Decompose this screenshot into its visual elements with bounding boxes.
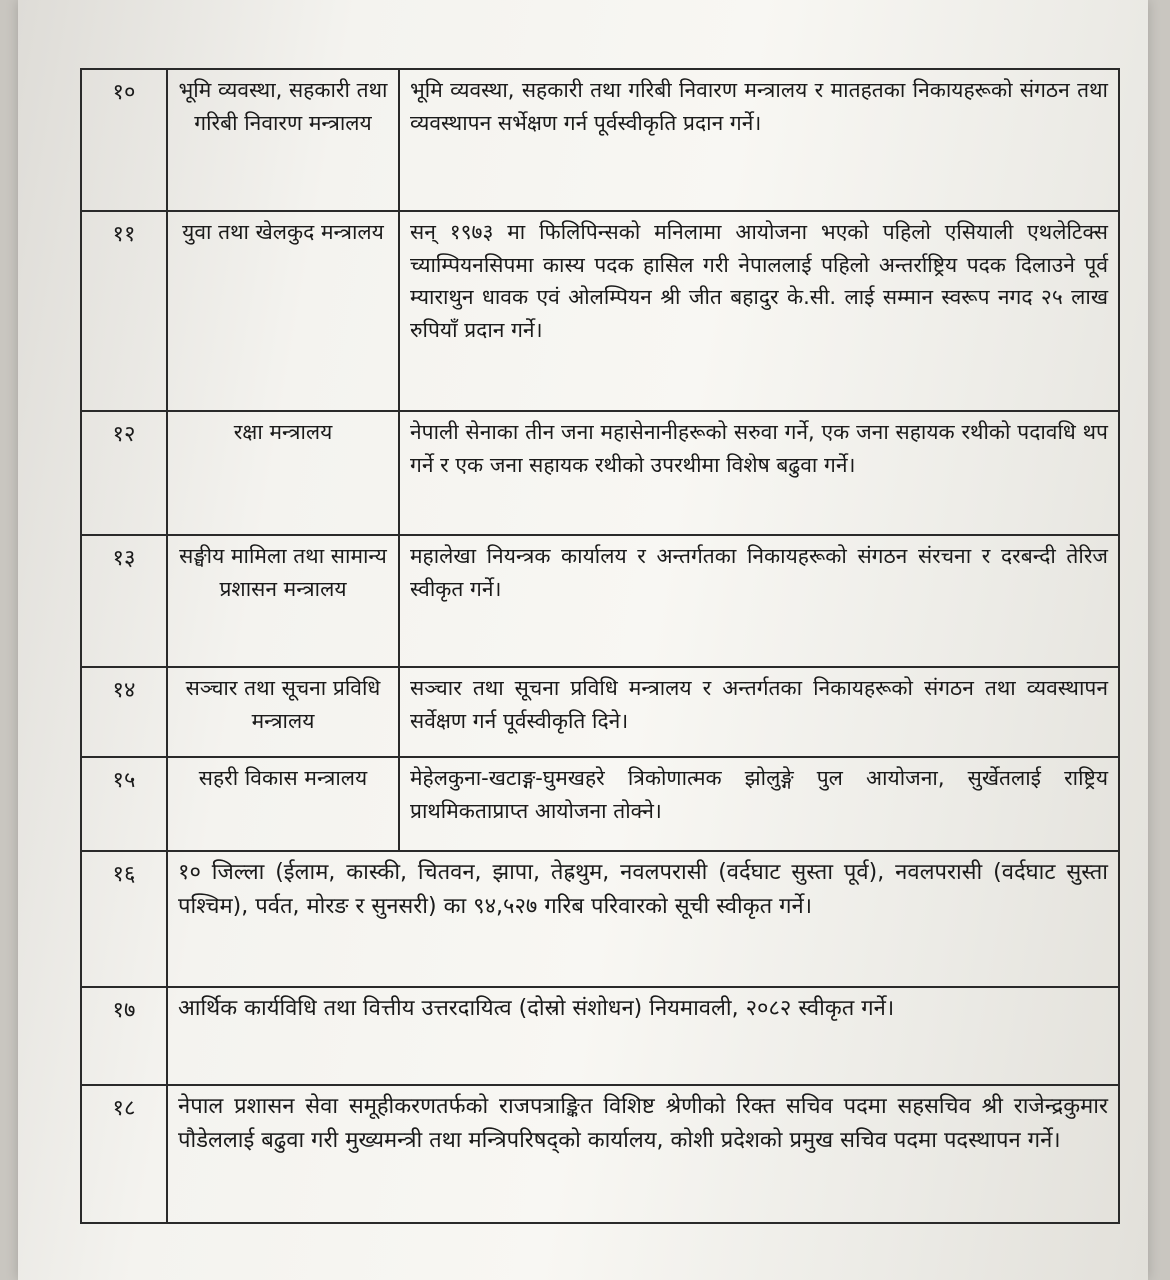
table-row (81, 851, 1119, 987)
row-number: १७ (81, 987, 167, 1085)
decision-text: महालेखा नियन्त्रक कार्यालय र अन्तर्गतका निकायहरूको संगठन संरचना र दरबन्दी तेरिज स्वीकृत गर्ने। (399, 535, 1119, 667)
row-number: १० (81, 69, 167, 211)
table-row (81, 211, 1119, 411)
decision-text: भूमि व्यवस्था, सहकारी तथा गरिबी निवारण मन्त्रालय र मातहतका निकायहरूको संगठन तथा व्यवस्थापन सर्भेक्षण गर्न पूर्वस्वीकृति प्रदान गर्ने। (399, 69, 1119, 211)
decisions-table (80, 68, 1120, 1224)
row-number: १२ (81, 411, 167, 535)
decision-text: सञ्चार तथा सूचना प्रविधि मन्त्रालय र अन्तर्गतका निकायहरूको संगठन तथा व्यवस्थापन सर्वेक्षण गर्न पूर्वस्वीकृति दिने। (399, 667, 1119, 757)
ministry-name: रक्षा मन्त्रालय (167, 411, 399, 535)
ministry-name: सहरी विकास मन्त्रालय (167, 757, 399, 851)
table-row (81, 987, 1119, 1085)
ministry-name: भूमि व्यवस्था, सहकारी तथा गरिबी निवारण मन्त्रालय (167, 69, 399, 211)
table-row (81, 1085, 1119, 1223)
ministry-name: युवा तथा खेलकुद मन्त्रालय (167, 211, 399, 411)
decision-text: सन् १९७३ मा फिलिपिन्सको मनिलामा आयोजना भएको पहिलो एसियाली एथलेटिक्स च्याम्पियनसिपमा कास्य पदक हासिल गरी नेपाललाई पहिलो अन्तर्राष्ट्रिय पदक दिलाउने पूर्व म्याराथुन धावक एवं ओलम्पियन श्री जीत बहादुर के.सी. लाई सम्मान स्वरूप नगद २५ लाख रुपियाँ प्रदान गर्ने। (399, 211, 1119, 411)
table-row (81, 667, 1119, 757)
decision-text: १० जिल्ला (ईलाम, कास्की, चितवन, झापा, तेह्रथुम, नवलपरासी (वर्दघाट सुस्ता पूर्व), नवलपरासी (वर्दघाट सुस्ता पश्चिम), पर्वत, मोरङ र सुनसरी) का ९४,५२७ गरिब परिवारको सूची स्वीकृत गर्ने। (167, 851, 1119, 987)
row-number: १४ (81, 667, 167, 757)
table-row (81, 757, 1119, 851)
ministry-name: सञ्चार तथा सूचना प्रविधि मन्त्रालय (167, 667, 399, 757)
document-page (18, 0, 1148, 1280)
row-number: १६ (81, 851, 167, 987)
row-number: १५ (81, 757, 167, 851)
row-number: ११ (81, 211, 167, 411)
table-row (81, 535, 1119, 667)
decision-text: नेपाल प्रशासन सेवा समूहीकरणतर्फको राजपत्राङ्कित विशिष्ट श्रेणीको रिक्त सचिव पदमा सहसचिव श्री राजेन्द्रकुमार पौडेललाई बढुवा गरी मुख्यमन्त्री तथा मन्त्रिपरिषद्को कार्यालय, कोशी प्रदेशको प्रमुख सचिव पदमा पदस्थापन गर्ने। (167, 1085, 1119, 1223)
row-number: १३ (81, 535, 167, 667)
ministry-name: सङ्घीय मामिला तथा सामान्य प्रशासन मन्त्रालय (167, 535, 399, 667)
table-row (81, 69, 1119, 211)
decision-text: नेपाली सेनाका तीन जना महासेनानीहरूको सरुवा गर्ने, एक जना सहायक रथीको पदावधि थप गर्ने र एक जना सहायक रथीको उपरथीमा विशेष बढुवा गर्ने। (399, 411, 1119, 535)
decision-text: मेहेलकुना-खटाङ्ग-घुमखहरे त्रिकोणात्मक झोलुङ्गे पुल आयोजना, सुर्खेतलाई राष्ट्रिय प्राथमिकताप्राप्त आयोजना तोक्ने। (399, 757, 1119, 851)
decision-text: आर्थिक कार्यविधि तथा वित्तीय उत्तरदायित्व (दोस्रो संशोधन) नियमावली, २०८२ स्वीकृत गर्ने। (167, 987, 1119, 1085)
table-row (81, 411, 1119, 535)
row-number: १८ (81, 1085, 167, 1223)
